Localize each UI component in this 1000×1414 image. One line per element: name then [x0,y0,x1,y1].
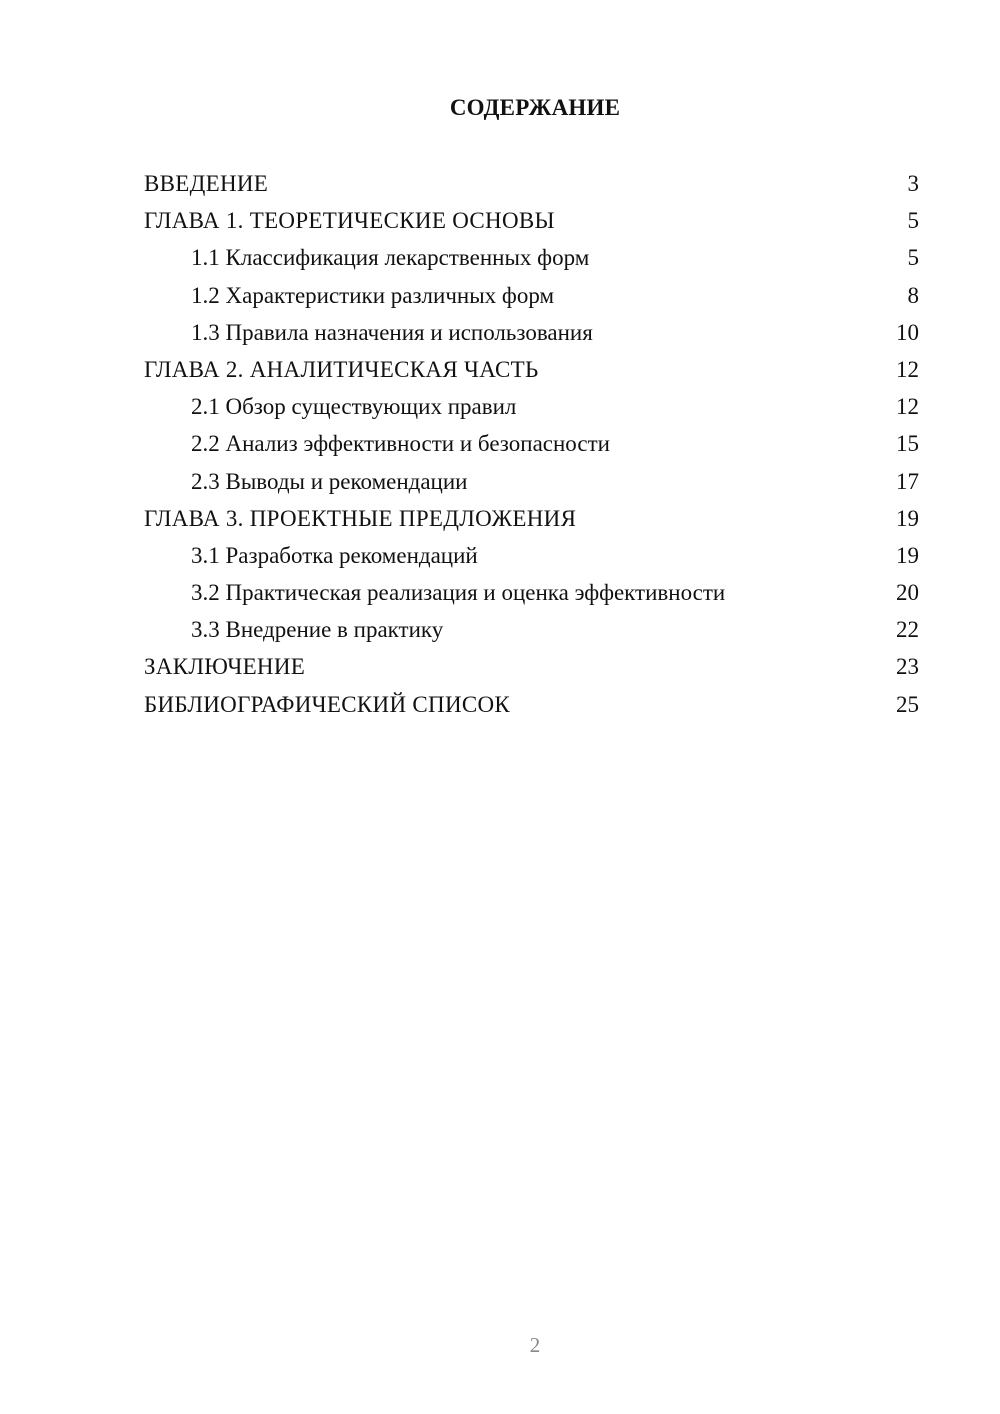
toc-entry-section-2-2[interactable] [144,428,919,465]
toc-entry-page: 3 [907,171,919,196]
toc-entry-section-1-2[interactable] [144,280,919,317]
toc-entry-page: 8 [907,282,919,308]
toc-entry-page: 19 [896,542,919,568]
toc-entry-title: БИБЛИОГРАФИЧЕСКИЙ СПИСОК [144,691,511,717]
toc-entry-page: 23 [896,654,919,680]
toc-entry-title: ГЛАВА 2. АНАЛИТИЧЕСКАЯ ЧАСТЬ [144,356,539,382]
toc-entry-title: 2.2 Анализ эффективности и безопасности [191,431,610,457]
toc-entry-chapter-2[interactable] [144,354,919,391]
toc-entry-section-3-3[interactable] [144,614,919,651]
toc-entry-bibliography[interactable] [144,689,919,726]
toc-entry-section-2-3[interactable] [144,466,919,503]
toc-entry-title: 3.2 Практическая реализация и оценка эффективности [191,580,726,606]
toc-entry-section-3-2[interactable] [144,577,919,614]
toc-entry-page: 5 [907,245,919,271]
toc-entry-section-2-1[interactable] [144,391,919,428]
toc-entry-conclusion[interactable] [144,651,919,688]
toc-entry-introduction[interactable] [144,168,919,205]
toc-entry-title: 3.1 Разработка рекомендаций [191,542,478,568]
toc-entry-section-1-3[interactable] [144,317,919,354]
toc-entry-section-1-1[interactable] [144,242,919,279]
toc-entry-title: 2.3 Выводы и рекомендации [191,468,468,494]
toc-entry-title: 1.3 Правила назначения и использования [191,319,593,345]
toc-entry-chapter-1[interactable] [144,205,919,242]
toc-entry-page: 12 [896,394,919,420]
toc-entry-title: 1.2 Характеристики различных форм [191,282,555,308]
toc-entry-chapter-3[interactable] [144,503,919,540]
page-title: СОДЕРЖАНИЕ [449,95,621,120]
toc-entry-page: 10 [896,319,919,345]
toc-entry-title: 2.1 Обзор существующих правил [191,394,517,420]
toc-entry-section-3-1[interactable] [144,540,919,577]
toc-entry-title: ГЛАВА 1. ТЕОРЕТИЧЕСКИЕ ОСНОВЫ [144,208,555,234]
table-of-contents [144,168,919,726]
toc-entry-title: ГЛАВА 3. ПРОЕКТНЫЕ ПРЕДЛОЖЕНИЯ [144,505,577,531]
toc-entry-title: ЗАКЛЮЧЕНИЕ [144,654,306,680]
toc-entry-page: 25 [896,691,919,717]
toc-entry-title: ВВЕДЕНИЕ [144,171,269,196]
page-number: 2 [529,1333,541,1357]
toc-entry-title: 3.3 Внедрение в практику [191,617,444,643]
toc-entry-page: 5 [907,208,919,234]
toc-entry-page: 17 [896,468,919,494]
toc-entry-page: 22 [896,617,919,643]
toc-entry-page: 19 [896,505,919,531]
toc-entry-title: 1.1 Классификация лекарственных форм [191,245,590,271]
toc-entry-page: 15 [896,431,919,457]
toc-entry-page: 20 [896,580,919,606]
toc-entry-page: 12 [896,356,919,382]
